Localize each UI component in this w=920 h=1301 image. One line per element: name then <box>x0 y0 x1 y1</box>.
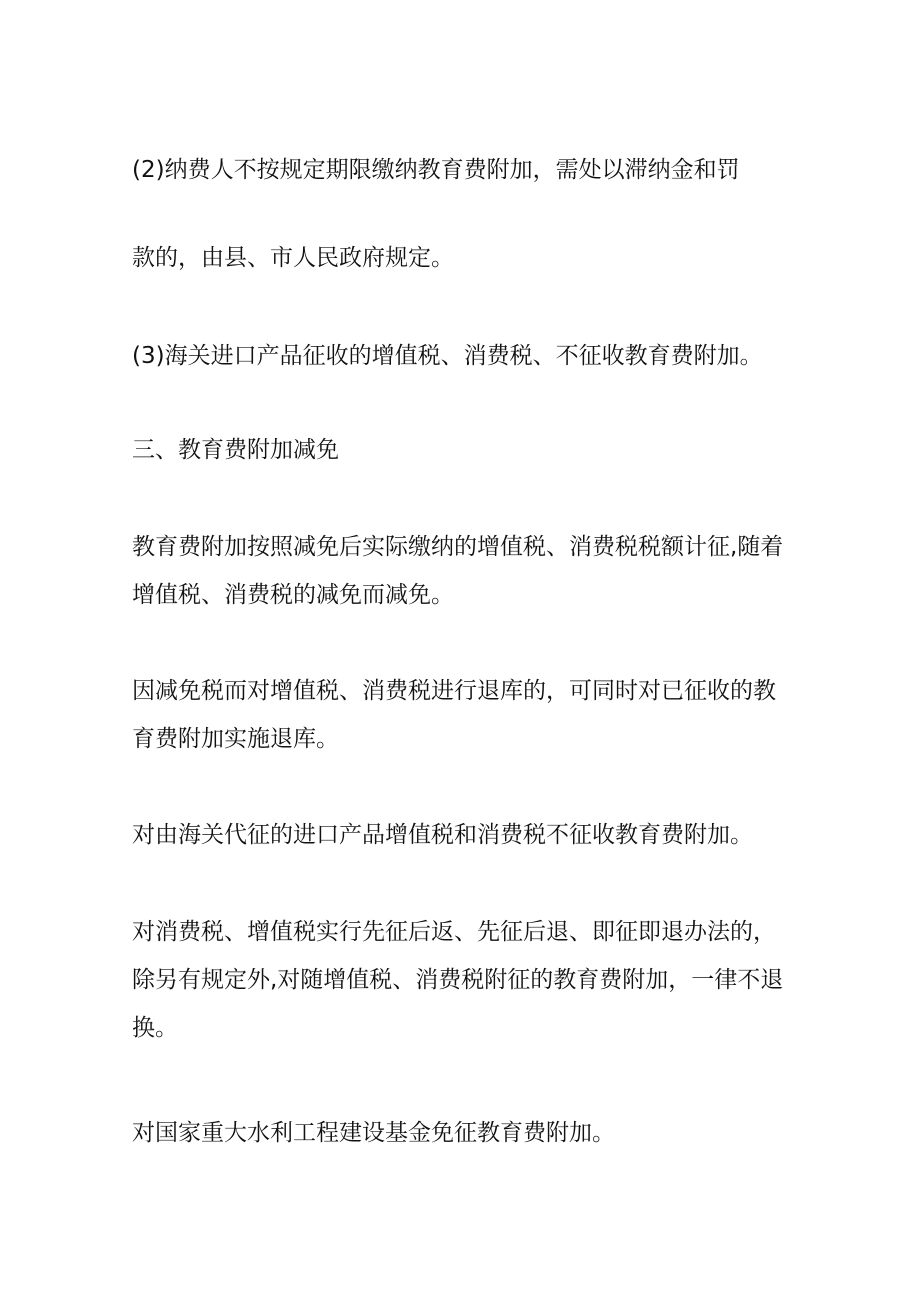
paragraph-2-line-2: 款的，由县、市人民政府规定。 <box>132 245 454 271</box>
section-heading-3: 三、教育费附加减免 <box>132 437 339 463</box>
reduction-paragraph-4-line-3: 换。 <box>132 1015 178 1041</box>
paragraph-2-line-1: (2)纳费人不按规定期限缴纳教育费附加，需处以滞纳金和罚 <box>132 157 740 183</box>
reduction-paragraph-1-line-2: 增值税、消费税的减免而减免。 <box>132 582 454 608</box>
reduction-paragraph-4-line-2: 除另有规定外,对随增值税、消费税附征的教育费附加，一律不退 <box>132 967 784 993</box>
reduction-paragraph-3-line-1: 对由海关代征的进口产品增值税和消费税不征收教育费附加。 <box>132 822 753 848</box>
reduction-paragraph-1-line-1: 教育费附加按照减免后实际缴纳的增值税、消费税税额计征,随着 <box>132 534 784 560</box>
reduction-paragraph-4-line-1: 对消费税、增值税实行先征后返、先征后退、即征即退办法的， <box>132 919 776 945</box>
reduction-paragraph-2-line-1: 因减免税而对增值税、消费税进行退库的，可同时对已征收的教 <box>132 678 776 704</box>
reduction-paragraph-2-line-2: 育费附加实施退库。 <box>132 726 339 752</box>
reduction-paragraph-5-line-1: 对国家重大水利工程建设基金免征教育费附加。 <box>132 1120 615 1146</box>
paragraph-3-line-1: (3)海关进口产品征收的增值税、消费税、不征收教育费附加。 <box>132 343 763 369</box>
